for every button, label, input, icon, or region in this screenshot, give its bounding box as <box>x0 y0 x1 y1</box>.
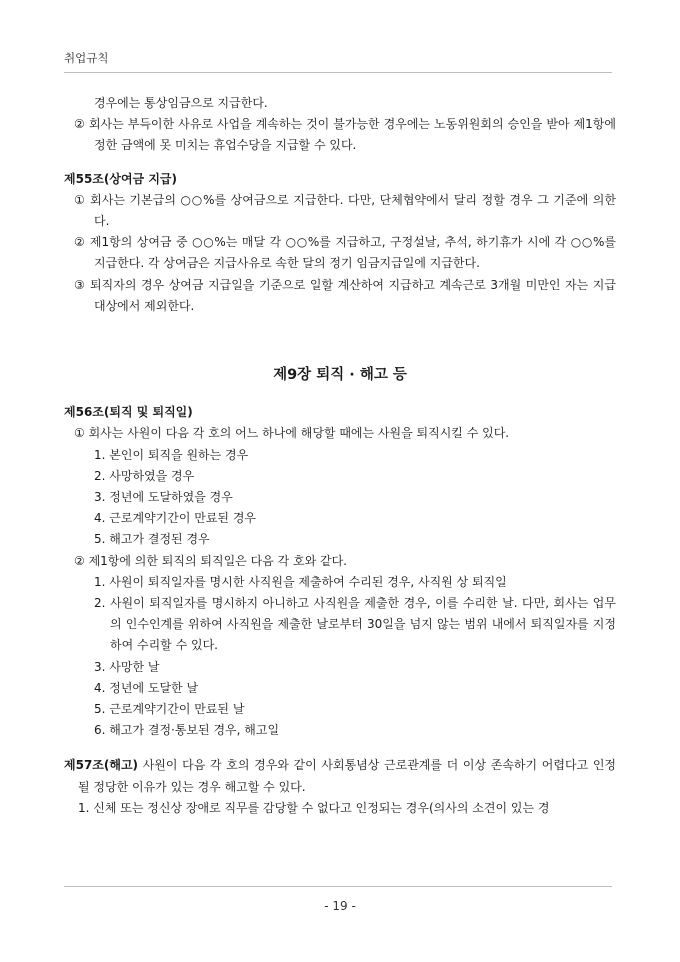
document-body <box>64 93 616 819</box>
list-item: 4. 정년에 도달한 날 <box>94 680 199 695</box>
list-item: 1. 본인이 퇴직을 원하는 경우 <box>94 447 249 462</box>
article-55-clause-1: ① 회사는 기본급의 ○○%를 상여금으로 지급한다. 다만, 단체협약에서 달리 정할 경우 그 기준에 의한다. <box>74 192 616 229</box>
article-57-body: 사원이 다음 각 호의 경우와 같이 사회통념상 근로관계를 더 이상 존속하기 어렵다고 인정될 정당한 이유가 있는 경우 해고할 수 있다. <box>78 758 616 794</box>
list-item: 5. 근로계약기간이 만료된 날 <box>94 702 245 717</box>
clause-2-shutdown-allowance: ② 회사는 부득이한 사유로 사업을 계속하는 것이 불가능한 경우에는 노동위원회의 승인을 받아 제1항에 정한 금액에 못 미치는 휴업수당을 지급할 수 있다. <box>74 117 616 153</box>
list-item: 2. 사원이 퇴직일자를 명시하지 아니하고 사직원을 제출한 경우, 이를 수리한 날. 다만, 회사는 업무의 인수인계를 위하여 사직원을 제출한 날로부터 30일을 넘지 않는 범위 내에서 퇴직일자를 지정하여 수리할 수 있다. <box>94 596 616 653</box>
paragraph-continuation: 경우에는 통상임금으로 지급한다. <box>94 96 268 110</box>
page-number: - 19 - <box>324 899 356 913</box>
chapter-9-heading: 제9장 퇴직 · 해고 등 <box>273 367 407 384</box>
article-56-clause-1: ① 회사는 사원이 다음 각 호의 어느 하나에 해당할 때에는 사원을 퇴직시킬 수 있다. <box>74 426 510 441</box>
spacer <box>64 317 616 357</box>
article-55-title: 제55조(상여금 지급) <box>64 171 177 186</box>
spacer <box>64 741 616 755</box>
header-divider <box>64 72 612 73</box>
article-55-clause-3: ③ 퇴직자의 경우 상여금 지급일을 기준으로 일할 계산하여 지급하고 계속근로 3개월 미만인 자는 지급대상에서 제외한다. <box>74 277 616 313</box>
article-56-title: 제56조(퇴직 및 퇴직일) <box>64 405 193 420</box>
list-item: 2. 사망하였을 경우 <box>94 468 195 483</box>
article-55-clause-2: ② 제1항의 상여금 중 ○○%는 매달 각 ○○%를 지급하고, 구정설날, 추석, 하기휴가 시에 각 ○○%를 지급한다. 각 상여금은 지급사유로 속한 달의 정기 임금지급일에 지급한다. <box>74 235 616 271</box>
list-item: 6. 해고가 결정·통보된 경우, 해고일 <box>94 723 280 738</box>
list-item: 3. 사망한 날 <box>94 659 160 674</box>
document-header-title: 취업규칙 <box>64 51 109 65</box>
footer-divider <box>64 886 612 887</box>
article-57-paragraph <box>64 755 616 797</box>
list-item: 4. 근로계약기간이 만료된 경우 <box>94 511 256 526</box>
article-56-clause-2: ② 제1항에 의한 퇴직의 퇴직일은 다음 각 호와 같다. <box>74 553 347 568</box>
list-item: 5. 해고가 결정된 경우 <box>94 532 210 547</box>
spacer <box>64 157 616 169</box>
article-57-title: 제57조(해고) <box>64 758 139 773</box>
article-57-item-1: 1. 신체 또는 정신상 장애로 직무를 감당할 수 없다고 인정되는 경우(의사의 소견이 있는 경 <box>78 800 550 815</box>
list-item: 3. 정년에 도달하였을 경우 <box>94 490 233 505</box>
list-item: 1. 사원이 퇴직일자를 명시한 사직원을 제출하여 수리된 경우, 사직원 상 퇴직일 <box>94 574 507 589</box>
